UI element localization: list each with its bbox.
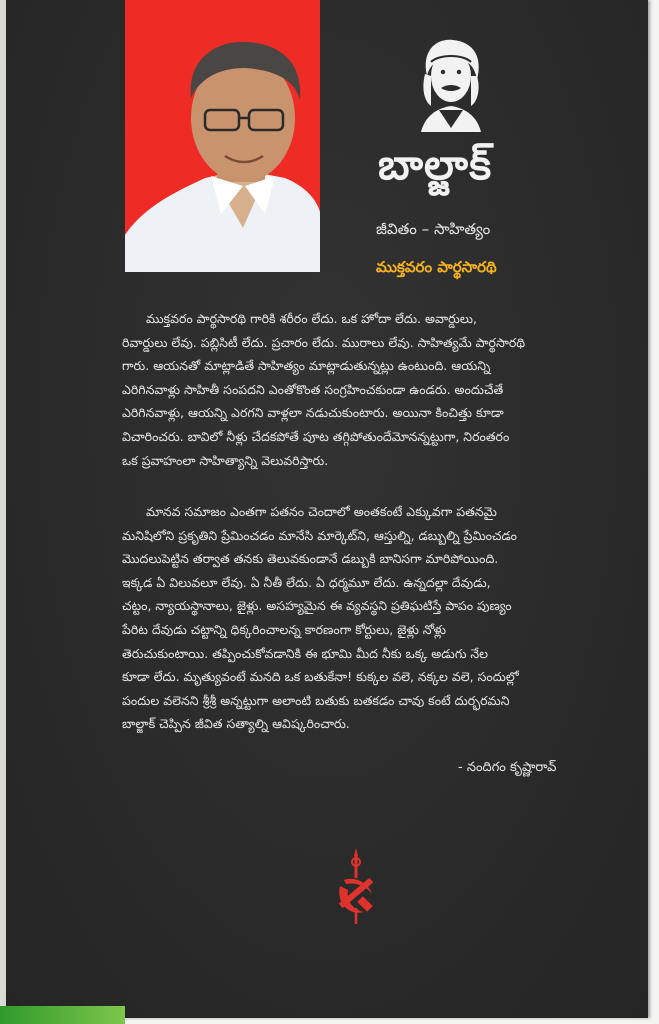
hammer-sickle-logo-icon [328, 846, 384, 926]
blurb-line: మనిషిలోని ప్రకృతిని ప్రేమించడం మానేసి మార్కెట్‌ని, ఆస్తుల్ని, డబ్బుల్ని ప్రేమించడం [122, 527, 517, 543]
blurb-line: బాల్జాక్ చెప్పిన జీవిత సత్యాల్ని ఆవిష్కరించారు. [122, 716, 350, 732]
blurb-line: ఎరిగినవాళ్లు సాహితీ సంపదని ఎంతోకొంత సంగ్రహించకుండా ఉండరు. అందుచేతే [122, 381, 504, 397]
blurb-line: ఒక ప్రవాహంలా సాహిత్యాన్ని వెలువరిస్తారు. [122, 452, 329, 468]
review-signature: - నందిగం కృష్ణారావ్ [458, 760, 557, 775]
book-title: బాల్జాక్ [378, 140, 493, 189]
balzac-portrait-icon [411, 36, 491, 132]
blurb-line: ముక్తవరం పార్థసారథి గారికి శరీరం లేదు. ఒక హోదా లేదు. అవార్డులు, [146, 311, 477, 326]
blurb-paragraph-2 [122, 500, 590, 736]
book-author: ముక్తవరం పార్థసారథి [376, 258, 497, 276]
blurb-line: కూడా లేదు. మృత్యువంటే మనది ఒక బతుకేనా! కుక్కల వలె, నక్కల వలె, సందుల్లో [122, 669, 519, 685]
blurb-line: పేరిట దేవుడు చట్టాన్ని ధిక్కరించాలన్న కారణంగా కోర్టులు, జైళ్లు నోళ్లు [122, 621, 447, 637]
blurb-line: ఇక్కడ ఏ విలువలూ లేవు. ఏ నీతీ లేదు. ఏ ధర్మమూ లేదు. ఉన్నదల్లా దేవుడు, [122, 574, 491, 590]
blurb-line: గారు. ఆయనతో మాట్లాడితే సాహిత్యం మాట్లాడుతున్నట్లు ఉంటుంది. ఆయన్ని [122, 358, 491, 374]
book-subtitle: జీవితం – సాహిత్యం [376, 220, 491, 238]
author-photo [125, 0, 320, 272]
blurb-line: మొదలుపెట్టిన తర్వాత తనకు తెలువకుండానే డబ్బుకి బానిసగా మారిపోయింది. [122, 551, 499, 567]
blurb-line: ఎరిగినవాళ్లు, ఆయన్ని ఎరగని వాళ్లలా నడుచుకుంటారు. అయినా కించిత్తు కూడా [122, 405, 504, 421]
bottom-edge-strip [0, 1006, 125, 1024]
blurb-line: మానవ సమాజం ఎంతగా పతనం చెందాలో అంతకంటే ఎక్కువగా పతనమై [146, 504, 497, 519]
blurb-line: రివార్డులు లేవు. పబ్లిసిటీ లేదు. ప్రచారం లేదు. మురాలు లేవు. సాహిత్యమే పార్థసారథి [122, 334, 526, 350]
blurb-line: పందుల వలెనని శ్రీశ్రీ అన్నట్టుగా అలాంటి బతుకు బతకడం చావు కంటే దుర్భరమని [122, 692, 510, 708]
blurb-paragraph-1 [122, 307, 590, 472]
blurb-line: విచారించరు. బావిలో నీళ్లు చేదకపోతే పూట తగ్గిపోతుందేమోనన్నట్టుగా, నిరంతరం [122, 428, 510, 444]
blurb-line: చట్టం, న్యాయస్థానాలు, జైళ్లు. అసహ్యమైన ఈ వ్యవస్థని ప్రతిఘటిస్తే పాపం పుణ్యం [122, 598, 512, 614]
blurb-line: తెరుచుకుంటాయి. తప్పించుకోవడానికి ఈ భూమి మీద నీకు ఒక్క అడుగు నేల [122, 645, 489, 661]
back-cover [6, 0, 648, 1018]
